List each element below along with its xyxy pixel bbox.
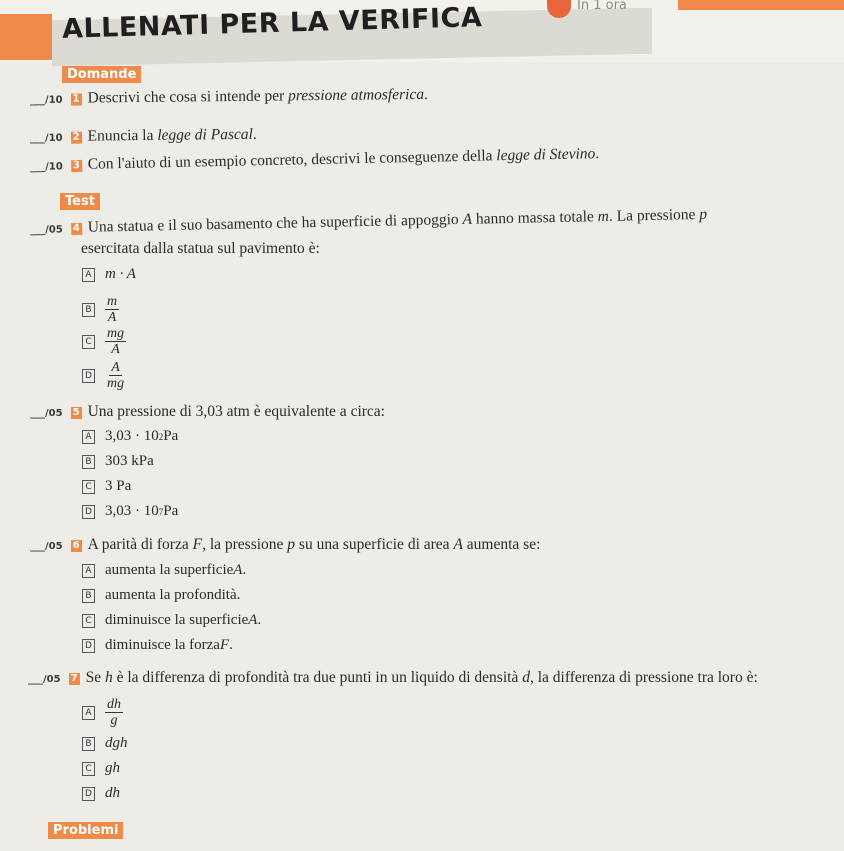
option-4a[interactable]: A m · A: [82, 266, 136, 283]
page-title: ALLENATI PER LA VERIFICA: [61, 2, 483, 45]
option-5c[interactable]: C 3 Pa: [82, 478, 131, 495]
option-4b[interactable]: B $\frac{m}{A}$: [82, 294, 119, 325]
option-5a[interactable]: A 3,03 · 10 2 Pa: [82, 428, 178, 445]
score-field[interactable]: ___/10: [29, 132, 63, 145]
option-5d[interactable]: D 3,03 · 10 7 Pa: [82, 503, 178, 520]
option-7c[interactable]: C gh: [82, 760, 120, 777]
option-6a[interactable]: A aumenta la superficie A .: [82, 562, 246, 579]
corner-accent: [678, 0, 844, 10]
question-number: 3: [71, 160, 82, 172]
score-field[interactable]: ___/10: [30, 161, 63, 173]
question-number: 4: [71, 223, 82, 235]
fraction: $\frac{mg}{A}$: [107, 326, 125, 357]
option-6b[interactable]: B aumenta la profondità.: [82, 587, 240, 604]
score-field[interactable]: ___/05: [30, 408, 63, 419]
option-7d[interactable]: D dh: [82, 785, 120, 802]
section-domande: Domande: [62, 66, 141, 83]
option-7a[interactable]: A $\frac{dh}{g}$: [82, 697, 123, 728]
question-number: 7: [69, 673, 80, 685]
question-number: 1: [71, 94, 82, 106]
question-7: ___/05 7 Se h è la differenza di profondità tra due punti in un liquido di densità d, la differenza di pressione tra loro è:: [28, 669, 758, 686]
fraction: $\frac{m}{A}$: [107, 294, 118, 325]
option-4d[interactable]: D $\frac{A}{mg}$: [82, 360, 126, 391]
question-6: ___/05 6 A parità di forza F, la pressione p su una superficie di area A aumenta se:: [30, 536, 541, 553]
option-6c[interactable]: C diminuisce la superficie A .: [82, 612, 261, 629]
question-number: 6: [71, 540, 82, 552]
question-2: ___/10 2 Enuncia la legge di Pascal.: [29, 125, 257, 145]
option-4c[interactable]: C $\frac{mg}{A}$: [82, 326, 126, 357]
fraction: $\frac{dh}{g}$: [107, 697, 121, 728]
score-field[interactable]: ___/05: [28, 674, 61, 685]
question-3: ___/10 3 Con l'aiuto di un esempio concreto, descrivi le conseguenze della legge di Stevino.: [30, 145, 600, 173]
option-7b[interactable]: B dgh: [82, 735, 128, 752]
option-6d[interactable]: D diminuisce la forza F .: [82, 637, 233, 654]
question-number: 2: [71, 132, 82, 144]
score-field[interactable]: ___/05: [30, 541, 63, 552]
question-1: ___/10 1 Descrivi che cosa si intende per pressione atmosferica.: [29, 85, 428, 107]
header-accent: [0, 14, 52, 60]
fraction: $\frac{A}{mg}$: [107, 360, 125, 391]
question-number: 5: [71, 407, 82, 419]
question-4-continuation: esercitata dalla statua sul pavimento è:: [81, 240, 320, 257]
question-5: ___/05 5 Una pressione di 3,03 atm è equivalente a circa:: [30, 403, 385, 420]
option-5b[interactable]: B 303 kPa: [82, 453, 154, 470]
score-field[interactable]: ___/10: [29, 94, 63, 107]
question-4: ___/05 4 Una statua e il suo basamento che ha superficie di appoggio A hanno massa totale m. La pressione p: [30, 205, 708, 236]
time-badge: In 1 ora: [577, 0, 627, 13]
score-field[interactable]: ___/05: [30, 224, 63, 236]
section-test: Test: [60, 193, 100, 210]
section-problemi: Problemi: [48, 822, 123, 839]
